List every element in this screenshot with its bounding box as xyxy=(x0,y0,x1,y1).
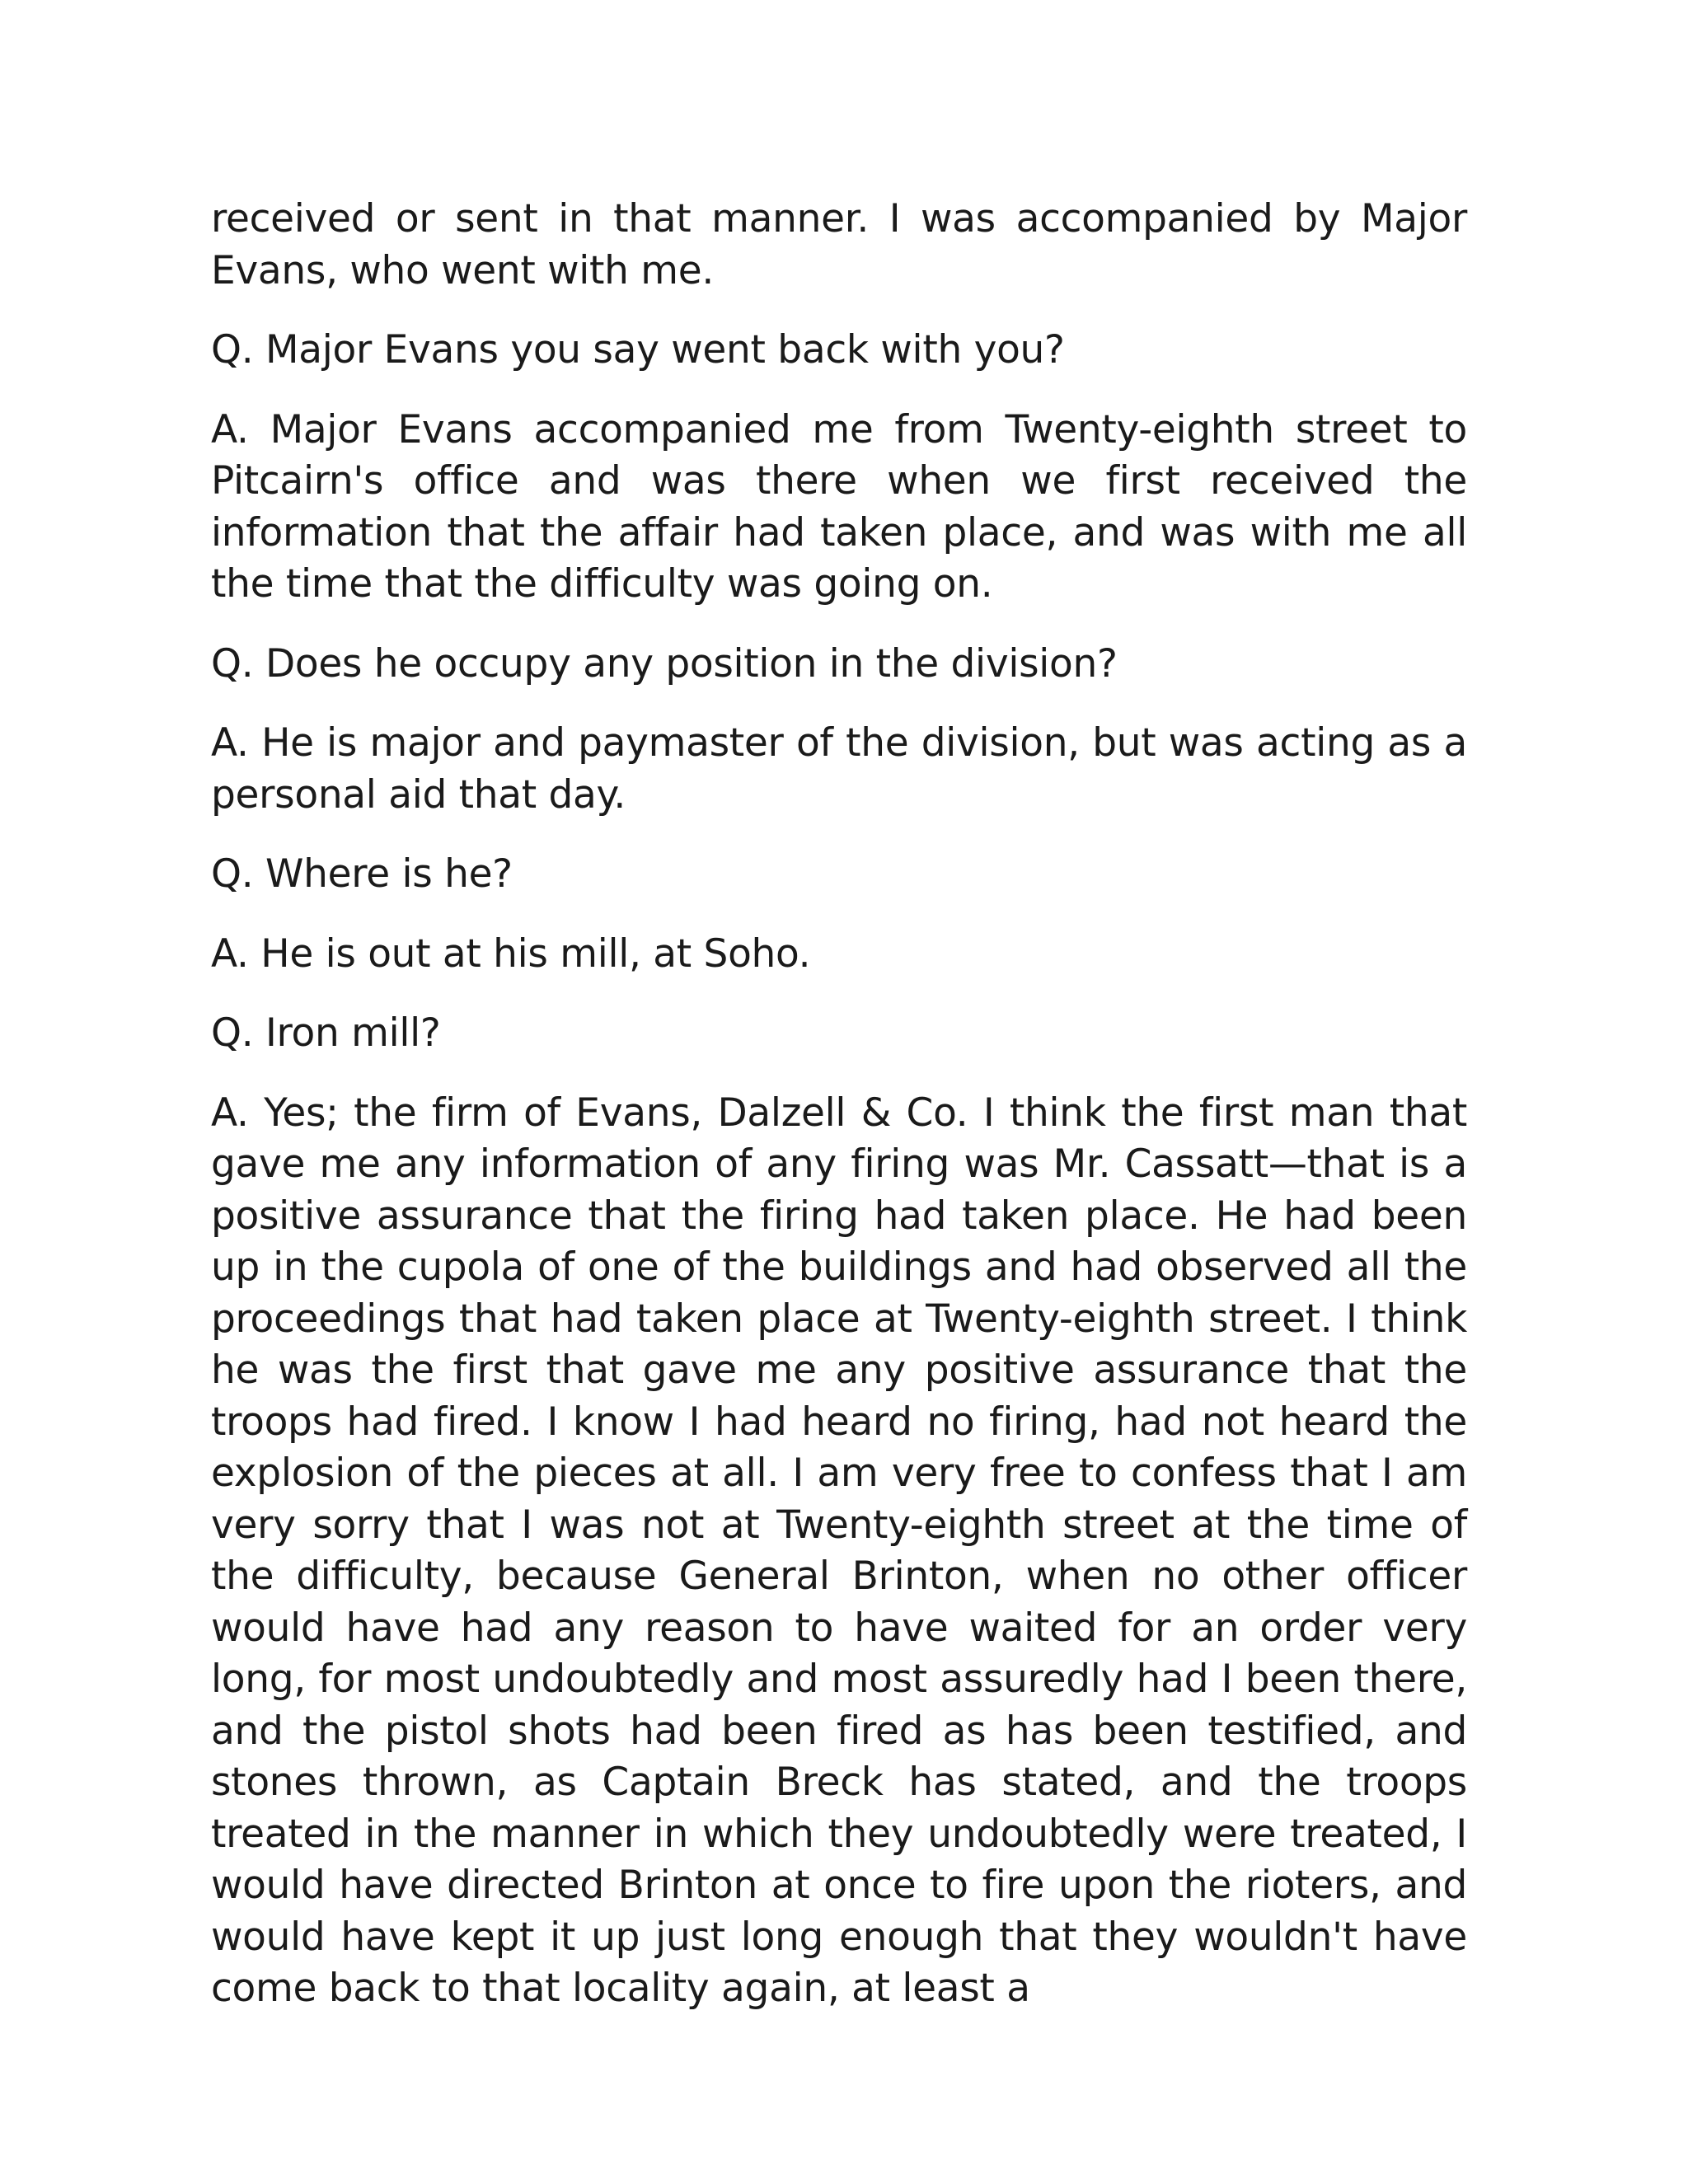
answer-paragraph: A. He is out at his mill, at Soho. xyxy=(211,930,811,977)
answer-paragraph: A. He is major and paymaster of the division, but was acting as a personal aid that day. xyxy=(211,720,1467,818)
paragraph-continuation: received or sent in that manner. I was accompanied by Major Evans, who went with me. xyxy=(211,196,1467,293)
question-paragraph: Q. Does he occupy any position in the division? xyxy=(211,640,1118,687)
answer-paragraph: A. Major Evans accompanied me from Twenty-eighth street to Pitcairn's office and was there when we first received the information that the affair had taken place, and was with me all the time that the difficulty was going on. xyxy=(211,406,1467,607)
question-paragraph: Q. Where is he? xyxy=(211,851,513,897)
question-paragraph: Q. Iron mill? xyxy=(211,1010,441,1056)
document-page xyxy=(211,194,1467,2043)
question-paragraph: Q. Major Evans you say went back with you? xyxy=(211,327,1065,373)
answer-paragraph: A. Yes; the firm of Evans, Dalzell & Co. I think the first man that gave me any information of any firing was Mr. Cassatt—that is a positive assurance that the firing had taken place. He had been up in the cupola of one of the buildings and had observed all the proceedings that had taken place at Twenty-eighth street. I think he was the first that gave me any positive assurance that the troops had fired. I know I had heard no firing, had not heard the explosion of the pieces at all. I am very free to confess that I am very sorry that I was not at Twenty-eighth street at the time of the difficulty, because General Brinton, when no other officer would have had any reason to have waited for an order very long, for most undoubtedly and most assuredly had I been there, and the pistol shots had been fired as has been testified, and stones thrown, as Captain Breck has stated, and the troops treated in the manner in which they undoubtedly were treated, I would have directed Brinton at once to fire upon the rioters, and would have kept it up just long enough that they wouldn't have come back to that locality again, at least a xyxy=(211,1090,1467,2011)
